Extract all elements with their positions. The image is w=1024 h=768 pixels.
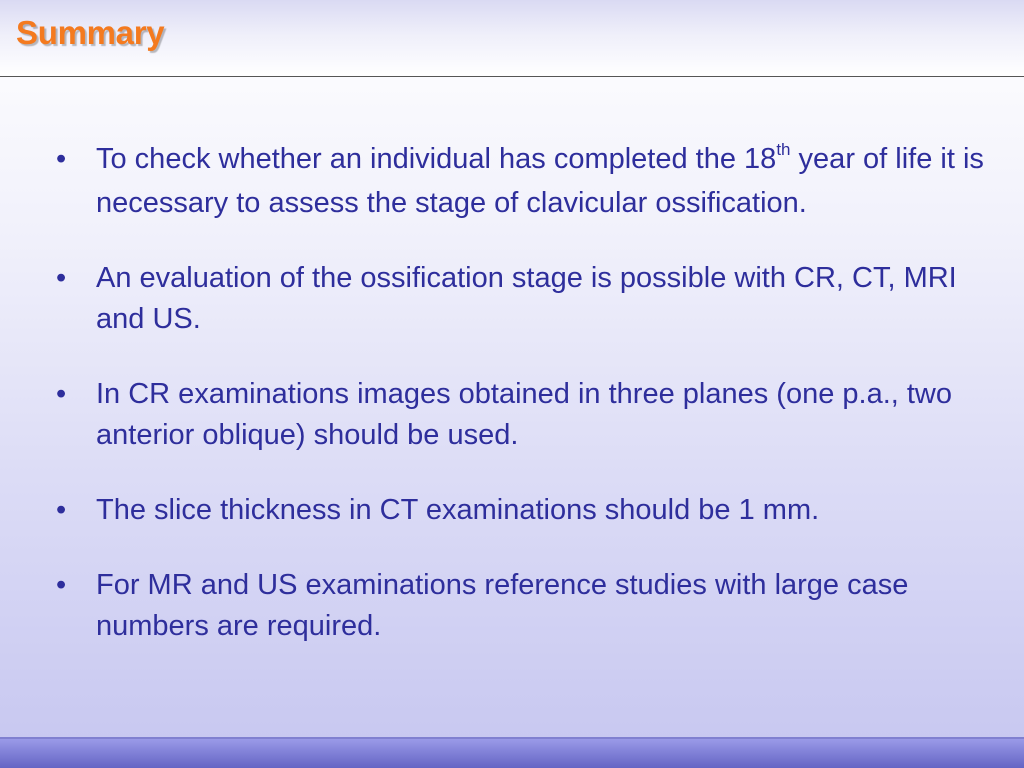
- bullet-point-icon: •: [56, 494, 67, 526]
- slide-title: Summary: [16, 14, 165, 51]
- bullet-text: [96, 140, 984, 219]
- bullet-text-part: To check whether an individual has completed the 18: [96, 143, 777, 175]
- bullet-point-icon: •: [56, 569, 67, 601]
- bullet-item: [0, 490, 1024, 531]
- bullet-point-icon: •: [56, 143, 67, 175]
- bullet-item: [0, 139, 1024, 224]
- bullet-point-icon: •: [56, 262, 67, 294]
- superscript: th: [776, 140, 791, 159]
- bullet-item: [0, 565, 1024, 647]
- bullet-text: In CR examinations images obtained in three planes (one p.a., two anterior oblique) should be used.: [96, 378, 952, 451]
- footer-bar: [0, 739, 1024, 768]
- header-divider: [0, 76, 1024, 77]
- bullet-text: The slice thickness in CT examinations should be 1 mm.: [96, 494, 820, 526]
- bullet-text: For MR and US examinations reference studies with large case numbers are required.: [96, 569, 909, 642]
- bullet-text-part: year of life it is necessary to assess the stage of clavicular ossification.: [96, 143, 984, 219]
- bullet-text: An evaluation of the ossification stage is possible with CR, CT, MRI and US.: [96, 262, 957, 335]
- bullet-item: [0, 258, 1024, 340]
- bullet-point-icon: •: [56, 378, 67, 410]
- bullet-item: [0, 374, 1024, 456]
- bullet-list: [0, 139, 1024, 681]
